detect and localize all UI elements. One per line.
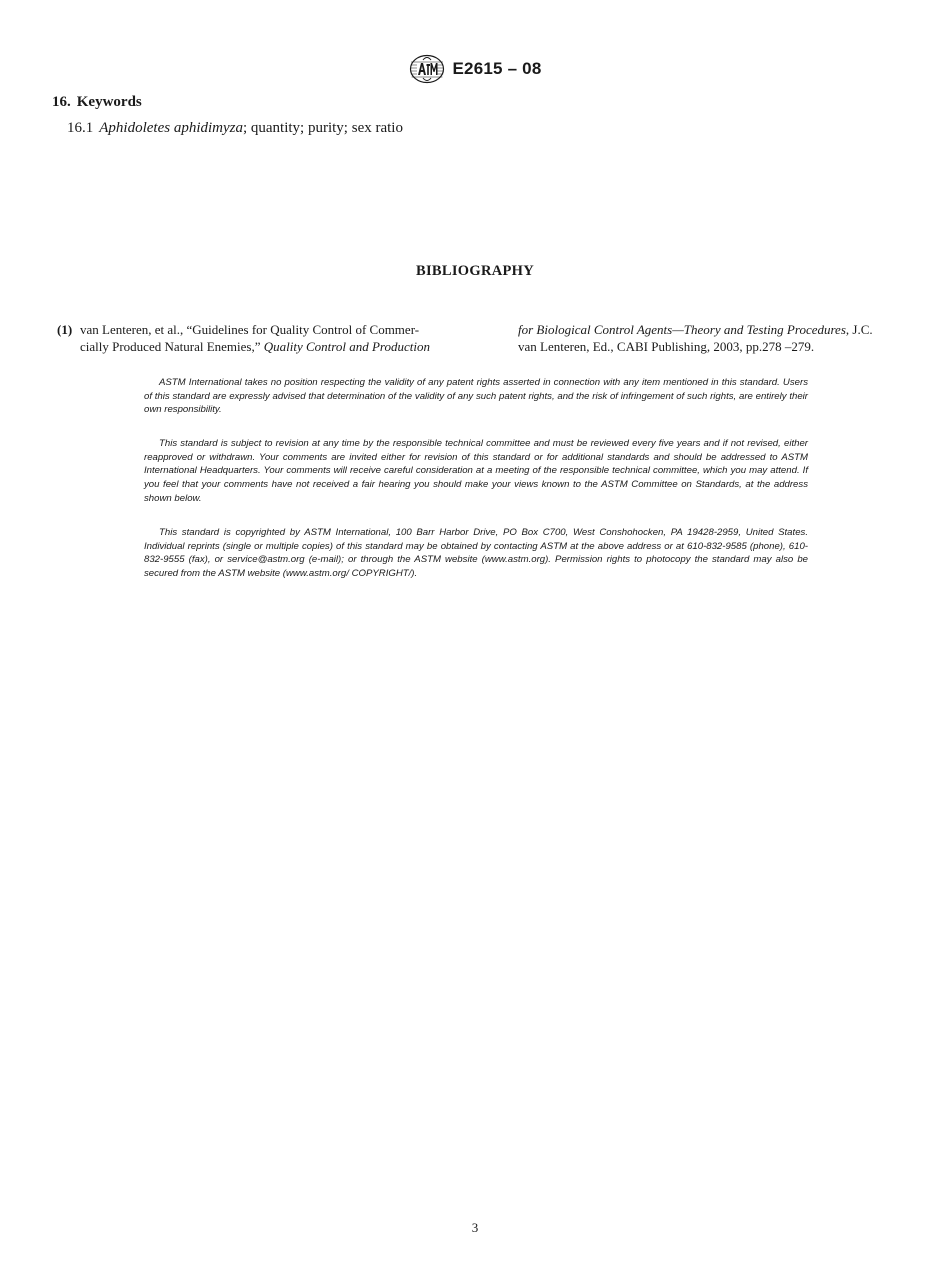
bibliography-reference-right	[518, 321, 903, 355]
copyright-notice: This standard is copyrighted by ASTM International, 100 Barr Harbor Drive, PO Box C700, West Conshohocken, PA 19428-2959, United States. Individual reprints (single or multiple copies) of this standard may be obtained by contacting ASTM at the above address or at 610-832-9585 (phone), 610-832-9555 (fax), or service@astm.org (e-mail); or through the ASTM website (www.astm.org). Permission rights to photocopy the standard may also be secured from the ASTM website (www.astm.org/ COPYRIGHT/).	[144, 527, 808, 580]
section-number: 16.	[52, 94, 71, 110]
section-title: Keywords	[76, 94, 142, 110]
page-header	[0, 54, 950, 84]
standard-designation: E2615 – 08	[452, 59, 542, 78]
reference-line	[518, 321, 903, 338]
patent-notice: ASTM International takes no position respecting the validity of any patent rights asserted in connection with any item mentioned in this standard. Users of this standard are expressly advised that determination of the validity of any such patent rights, and the risk of infringement of such rights, are entirely their own responsibility.	[144, 377, 808, 416]
reference-line	[57, 338, 461, 355]
reference-title-italic: for Biological Control Agents—Theory and Testing Procedures	[518, 322, 846, 337]
keywords-paragraph	[67, 120, 403, 137]
reference-text: cially Produced Natural Enemies,”	[80, 339, 264, 354]
paragraph-number: 16.1	[67, 120, 94, 136]
reference-text: , J.C.	[845, 322, 873, 337]
section-heading	[52, 94, 142, 111]
reference-title-italic: Quality Control and Production	[263, 339, 430, 354]
reference-line: van Lenteren, Ed., CABI Publishing, 2003, pp.278 –279.	[518, 339, 815, 354]
revision-notice: This standard is subject to revision at any time by the responsible technical committee and must be reviewed every five years and if not revised, either reapproved or withdrawn. Your comments are invited either for revision of this standard or for additional standards and should be addressed to ASTM International Headquarters. Your comments will receive careful consideration at a meeting of the responsible technical committee, which you may attend. If you feel that your comments have not received a fair hearing you should make your views known to the ASTM Committee on Standards, at the address shown below.	[144, 438, 808, 504]
reference-line: van Lenteren, et al., “Guidelines for Quality Control of Commer-	[80, 322, 420, 337]
page-number: 3	[471, 1220, 479, 1235]
astm-logo-icon	[409, 54, 445, 84]
keywords-text: ; quantity; purity; sex ratio	[242, 120, 403, 136]
species-name: Aphidoletes aphidimyza	[99, 120, 243, 136]
reference-number: (1)	[57, 322, 73, 337]
bibliography-title: BIBLIOGRAPHY	[415, 263, 534, 279]
bibliography-reference-left	[57, 321, 461, 355]
